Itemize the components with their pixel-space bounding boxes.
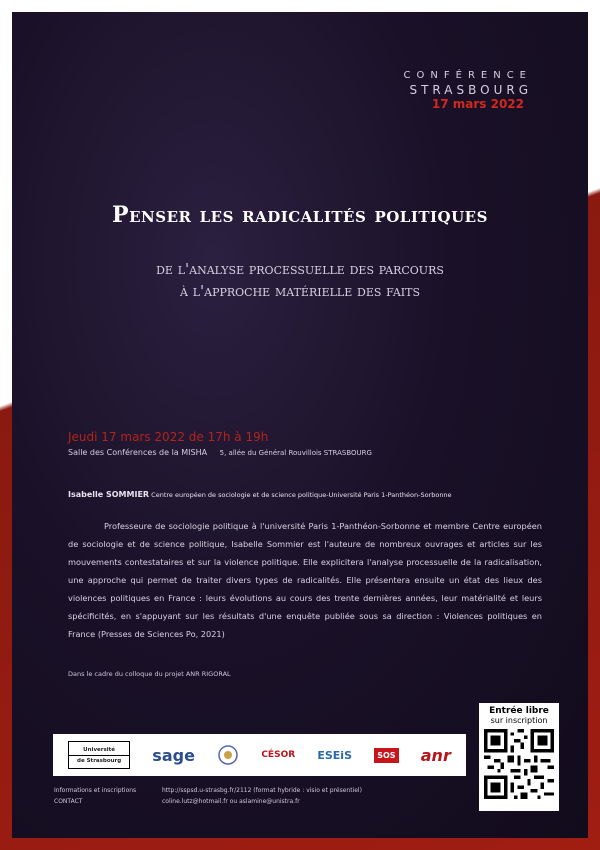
unistra-logo: Université de Strasbourg: [68, 741, 130, 769]
partner-emblem-logo: [217, 744, 239, 766]
anr-logo: anr: [420, 745, 451, 765]
venue-address: 5, allée du Général Rouvillois STRASBOURG: [219, 449, 372, 457]
eseis-logo: ESEiS: [317, 748, 353, 762]
project-note: Dans le cadre du colloque du projet ANR RIGORAL: [68, 670, 231, 678]
subtitle-line-1: de l'analyse processuelle des parcours: [156, 260, 444, 278]
speaker-bio: Professeure de sociologie politique à l'université Paris 1-Panthéon-Sorbonne et membre Centre européen de sociologie et de science politique, Isabelle Sommier est l'auteure de nombreux ouvrages et articles sur les mouvements contestataires et sur la violence politique. Elle explicitera l'analyse processuelle de la radicalisation, une approche qui permet de traiter divers types de radicalités. Elle présentera ensuite un état des lieux des violences politiques en France : leurs évolutions au cours des trente dernières années, leur matérialité et leurs spécificités, en s'appuyant sur les résultats d'une enquête publiée sous sa direction : Violences politiques en France (Presses de Sciences Po, 2021): [68, 521, 542, 639]
conference-header: [404, 70, 532, 111]
info-label: Informations et inscriptions: [54, 787, 137, 794]
cesor-logo: CÉSOR: [261, 750, 296, 760]
partner-logos: [53, 734, 466, 776]
speaker-name: Isabelle SOMMIER: [68, 490, 150, 499]
registration-qr-box: [479, 703, 559, 811]
header-date: 17 mars 2022: [431, 97, 524, 111]
city-label: STRASBOURG: [409, 83, 532, 97]
subtitle-line-2: à l'approche matérielle des faits: [179, 282, 421, 300]
contact-emails[interactable]: coline.lutz@hotmail.fr ou aslamine@unistra.fr: [162, 798, 300, 805]
event-date-time: Jeudi 17 mars 2022 de 17h à 19h: [68, 430, 269, 444]
poster: [12, 12, 588, 838]
qr-code-icon[interactable]: [484, 729, 554, 799]
poster-title: Penser les radicalités politiques: [112, 202, 488, 228]
poster-subtitle: [12, 258, 588, 302]
speaker-line: [68, 490, 452, 499]
conference-label: CONFÉRENCE: [403, 70, 532, 81]
event-venue: [68, 448, 372, 457]
sos-logo: SOS: [374, 748, 398, 763]
contact-label: CONTACT: [54, 798, 83, 805]
registration-link[interactable]: http://sspsd.u-strasbg.fr/2112 (format hybride : visio et présentiel): [162, 787, 362, 794]
speaker-affiliation: Centre européen de sociologie et de science politique-Université Paris 1-Panthéon-Sorbonne: [151, 491, 452, 499]
contact-labels: [54, 785, 136, 807]
free-entry-label: Entrée libre: [489, 706, 549, 716]
venue-name: Salle des Conférences de la MISHA: [68, 448, 208, 457]
registration-required-label: sur inscription: [490, 716, 548, 725]
sage-logo: sage: [152, 745, 195, 765]
contact-details: [162, 785, 362, 807]
